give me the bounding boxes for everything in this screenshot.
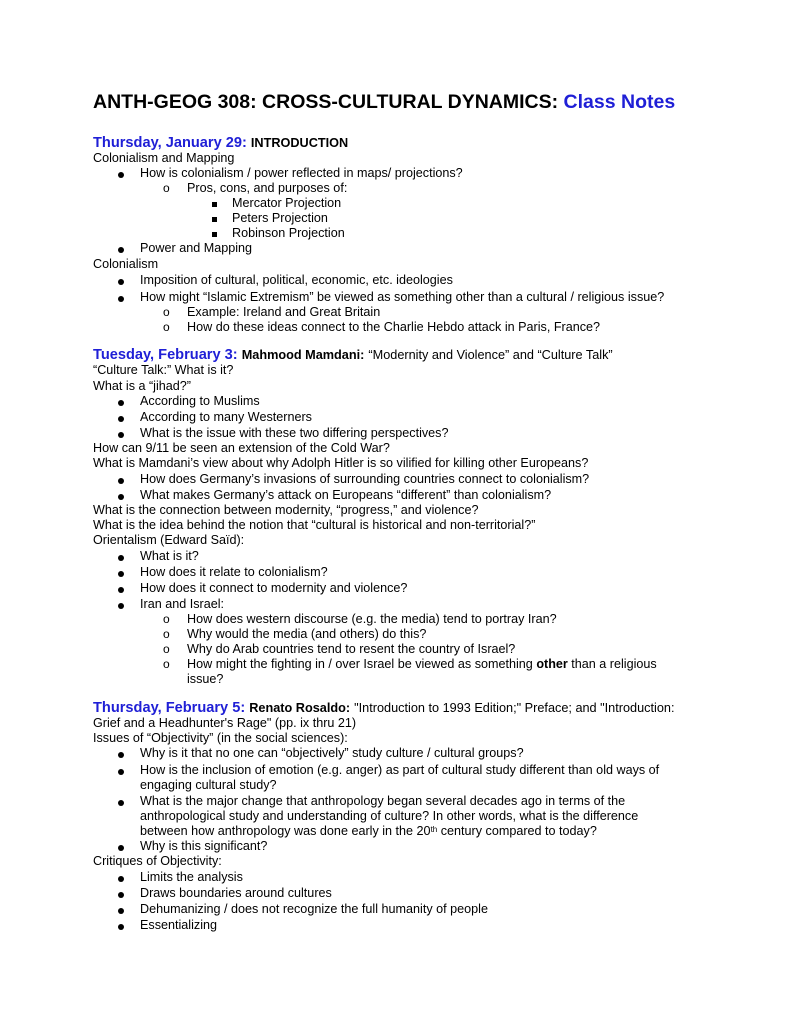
title-accent: Class Notes — [563, 91, 676, 113]
section-heading-feb5 — [93, 700, 674, 716]
bullet-circle: o — [163, 657, 170, 671]
list-item: Example: Ireland and Great Britain — [187, 305, 381, 319]
bullet-disc — [118, 296, 124, 302]
bullet-disc — [118, 247, 124, 253]
bullet-circle: o — [163, 642, 170, 656]
list-item-continuation: issue? — [187, 672, 224, 686]
bullet-disc — [118, 571, 124, 577]
bullet-disc — [118, 752, 124, 758]
bullet-disc — [118, 172, 124, 178]
section-date: Thursday, January 29: — [93, 135, 247, 151]
section-date: Tuesday, February 3: — [93, 347, 238, 363]
list-item: Iran and Israel: — [140, 597, 225, 611]
bullet-disc — [118, 478, 124, 484]
topic-line: How can 9/11 be seen an extension of the Cold War? — [93, 441, 390, 455]
superscript-text: th — [430, 825, 438, 834]
bullet-disc — [118, 876, 124, 882]
list-item: Power and Mapping — [140, 241, 253, 255]
bullet-square — [212, 217, 217, 222]
list-item: Why would the media (and others) do this? — [187, 627, 427, 641]
bullet-disc — [118, 432, 124, 438]
list-item: How is the inclusion of emotion (e.g. anger) as part of cultural study different than old ways of — [140, 763, 660, 777]
list-item: What is the major change that anthropology began several decades ago in terms of the — [140, 794, 626, 808]
list-item: How does Germany’s invasions of surrounding countries connect to colonialism? — [140, 472, 590, 486]
section-speaker: Renato Rosaldo: — [249, 701, 351, 715]
topic-line: What is the connection between modernity, “progress,” and violence? — [93, 503, 479, 517]
list-item: Imposition of cultural, political, economic, etc. ideologies — [140, 273, 453, 287]
emphasis-text: other — [536, 657, 568, 671]
list-item: Essentializing — [140, 918, 218, 932]
bullet-disc — [118, 416, 124, 422]
list-item: What makes Germany’s attack on Europeans “different” than colonialism? — [140, 488, 552, 502]
topic-line: Colonialism — [93, 257, 159, 271]
topic-line: Orientalism (Edward Saïd): — [93, 533, 245, 547]
list-item-text: How might the fighting in / over Israel be viewed as something — [187, 657, 533, 671]
list-item: What is it? — [140, 549, 199, 563]
list-item: Pros, cons, and purposes of: — [187, 181, 348, 195]
list-item: Why is this significant? — [140, 839, 268, 853]
topic-line: What is the idea behind the notion that “cultural is historical and non-territorial?” — [93, 518, 536, 532]
bullet-disc — [118, 924, 124, 930]
bullet-disc — [118, 279, 124, 285]
list-item: Robinson Projection — [232, 226, 345, 240]
list-item-text: century compared to today? — [440, 824, 597, 838]
topic-line: What is Mamdani’s view about why Adolph Hitler is so vilified for killing other Europeans? — [93, 456, 589, 470]
topic-line: Critiques of Objectivity: — [93, 854, 222, 868]
topic-line: Issues of “Objectivity” (in the social sciences): — [93, 731, 348, 745]
bullet-disc — [118, 400, 124, 406]
bullet-circle: o — [163, 305, 170, 319]
section-reading: "Introduction to 1993 Edition;" Preface; and "Introduction: — [354, 701, 675, 715]
bullet-disc — [118, 587, 124, 593]
section-reading: “Modernity and Violence” and “Culture Talk” — [368, 348, 613, 362]
bullet-disc — [118, 845, 124, 851]
list-item: What is the issue with these two differing perspectives? — [140, 426, 449, 440]
bullet-circle: o — [163, 181, 170, 195]
list-item: How does western discourse (e.g. the media) tend to portray Iran? — [187, 612, 557, 626]
bullet-disc — [118, 908, 124, 914]
list-item: Why is it that no one can “objectively” study culture / cultural groups? — [140, 746, 524, 760]
list-item: How might “Islamic Extremism” be viewed as something other than a cultural / religious issue? — [140, 290, 665, 304]
list-item: How does it connect to modernity and violence? — [140, 581, 408, 595]
section-heading-jan29 — [93, 135, 348, 151]
list-item: How is colonialism / power reflected in maps/ projections? — [140, 166, 463, 180]
list-item-text: between how anthropology was done early in the 20 — [140, 824, 431, 838]
bullet-disc — [118, 892, 124, 898]
list-item: Peters Projection — [232, 211, 328, 225]
topic-line: Colonialism and Mapping — [93, 151, 235, 165]
topic-line: Grief and a Headhunter's Rage" (pp. ix thru 21) — [93, 716, 357, 730]
bullet-circle: o — [163, 320, 170, 334]
list-item: Limits the analysis — [140, 870, 243, 884]
list-item: How does it relate to colonialism? — [140, 565, 328, 579]
bullet-square — [212, 202, 217, 207]
list-item: Dehumanizing / does not recognize the full humanity of people — [140, 902, 488, 916]
title-main: ANTH-GEOG 308: CROSS-CULTURAL DYNAMICS: — [93, 91, 559, 113]
section-speaker: Mahmood Mamdani: — [241, 348, 365, 362]
bullet-circle: o — [163, 612, 170, 626]
list-item: Why do Arab countries tend to resent the country of Israel? — [187, 642, 516, 656]
page-title — [93, 91, 675, 114]
bullet-circle: o — [163, 627, 170, 641]
list-item: How do these ideas connect to the Charlie Hebdo attack in Paris, France? — [187, 320, 601, 334]
list-item: According to many Westerners — [140, 410, 312, 424]
list-item-text: than a religious — [571, 657, 657, 671]
list-item: According to Muslims — [140, 394, 260, 408]
bullet-disc — [118, 603, 124, 609]
topic-line: “Culture Talk:” What is it? — [93, 363, 234, 377]
list-item: Mercator Projection — [232, 196, 342, 210]
topic-line: What is a “jihad?” — [93, 379, 191, 393]
bullet-disc — [118, 494, 124, 500]
bullet-disc — [118, 555, 124, 561]
bullet-disc — [118, 769, 124, 775]
section-heading-feb3 — [93, 347, 613, 363]
bullet-square — [212, 232, 217, 237]
list-item-continuation: anthropological study and understanding of culture? In other words, what is the difference — [140, 809, 639, 823]
list-item-continuation — [140, 824, 597, 839]
bullet-disc — [118, 800, 124, 806]
section-topic: INTRODUCTION — [250, 136, 349, 150]
list-item: Draws boundaries around cultures — [140, 886, 332, 900]
list-item — [187, 657, 657, 672]
list-item-continuation: engaging cultural study? — [140, 778, 277, 792]
section-date: Thursday, February 5: — [93, 700, 246, 716]
